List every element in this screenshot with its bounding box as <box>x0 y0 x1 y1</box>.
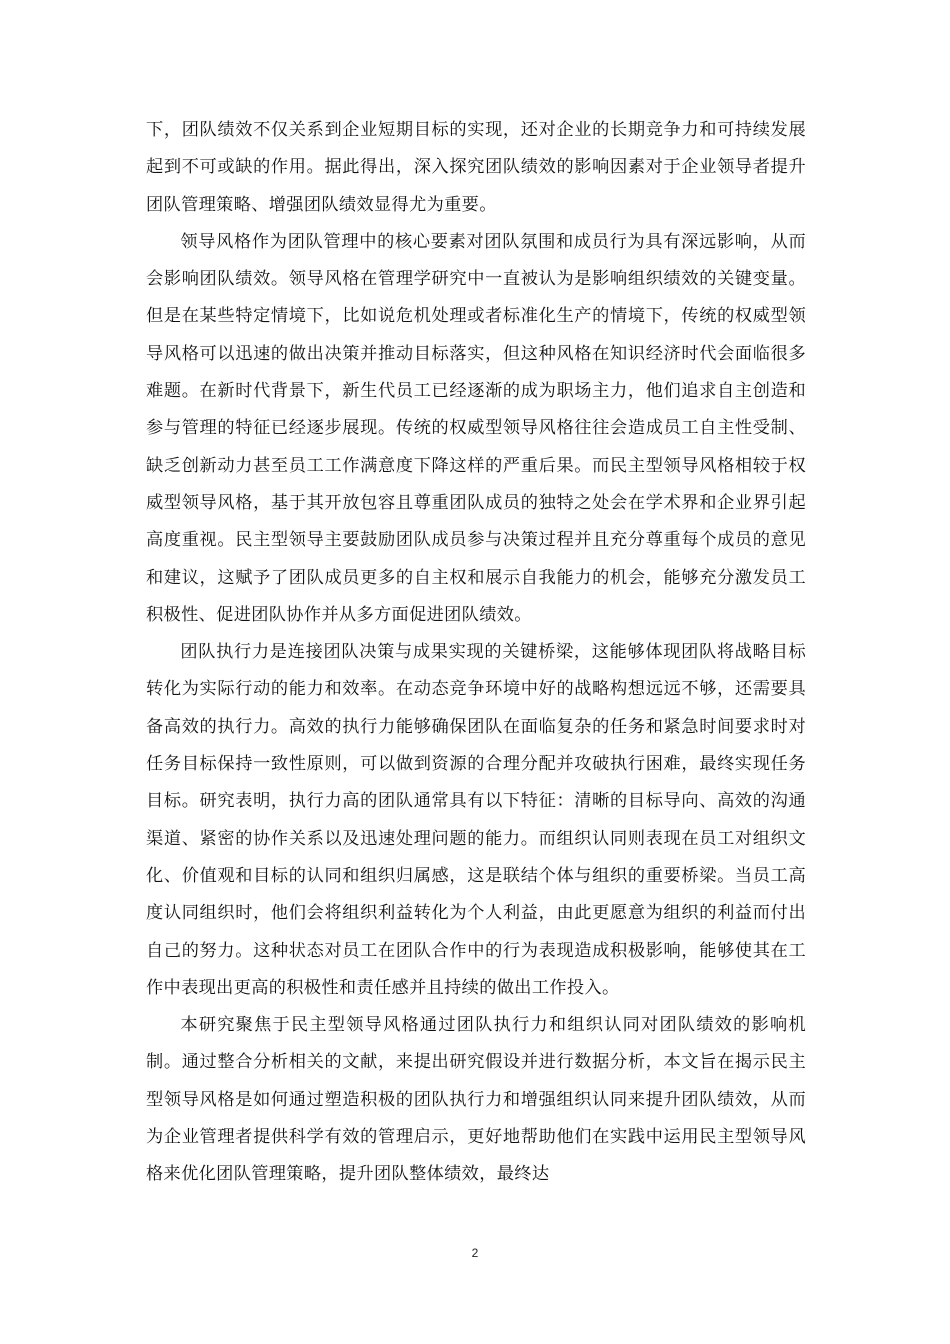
paragraph-leadership-style: 领导风格作为团队管理中的核心要素对团队氛围和成员行为具有深远影响，从而会影响团队绩效。领导风格在管理学研究中一直被认为是影响组织绩效的关键变量。但是在某些特定情境下，比如说危机处理或者标准化生产的情境下，传统的权威型领导风格可以迅速的做出决策并推动目标落实，但这种风格在知识经济时代会面临很多难题。在新时代背景下，新生代员工已经逐渐的成为职场主力，他们追求自主创造和参与管理的特征已经逐步展现。传统的权威型领导风格往往会造成员工自主性受制、缺乏创新动力甚至员工工作满意度下降这样的严重后果。而民主型领导风格相较于权威型领导风格，基于其开放包容且尊重团队成员的独特之处会在学术界和企业界引起高度重视。民主型领导主要鼓励团队成员参与决策过程并且充分尊重每个成员的意见和建议，这赋予了团队成员更多的自主权和展示自我能力的机会，能够充分激发员工积极性、促进团队协作并从多方面促进团队绩效。 <box>146 231 806 625</box>
paragraph-team-execution: 团队执行力是连接团队决策与成果实现的关键桥梁，这能够体现团队将战略目标转化为实际行动的能力和效率。在动态竞争环境中好的战略构想远远不够，还需要具备高效的执行力。高效的执行力能够确保团队在面临复杂的任务和紧急时间要求时对任务目标保持一致性原则，可以做到资源的合理分配并攻破执行困难，最终实现任务目标。研究表明，执行力高的团队通常具有以下特征：清晰的目标导向、高效的沟通渠道、紧密的协作关系以及迅速处理问题的能力。而组织认同则表现在员工对组织文化、价值观和目标的认同和组织归属感，这是联结个体与组织的重要桥梁。当员工高度认同组织时，他们会将组织利益转化为个人利益，由此更愿意为组织的利益而付出自己的努力。这种状态对员工在团队合作中的行为表现造成积极影响，能够使其在工作中表现出更高的积极性和责任感并且持续的做出工作投入。 <box>146 642 806 998</box>
paragraph-continuation: 下，团队绩效不仅关系到企业短期目标的实现，还对企业的长期竞争力和可持续发展起到不可或缺的作用。据此得出，深入探究团队绩效的影响因素对于企业领导者提升团队管理策略、增强团队绩效显得尤为重要。 <box>146 120 806 215</box>
paragraph-research-focus: 本研究聚焦于民主型领导风格通过团队执行力和组织认同对团队绩效的影响机制。通过整合分析相关的文献，来提出研究假设并进行数据分析，本文旨在揭示民主型领导风格是如何通过塑造积极的团队执行力和增强组织认同来提升团队绩效，从而为企业管理者提供科学有效的管理启示，更好地帮助他们在实践中运用民主型领导风格来优化团队管理策略，提升团队整体绩效，最终达 <box>146 1015 806 1185</box>
body-text <box>146 112 806 1194</box>
page-number: 2 <box>471 1246 479 1260</box>
